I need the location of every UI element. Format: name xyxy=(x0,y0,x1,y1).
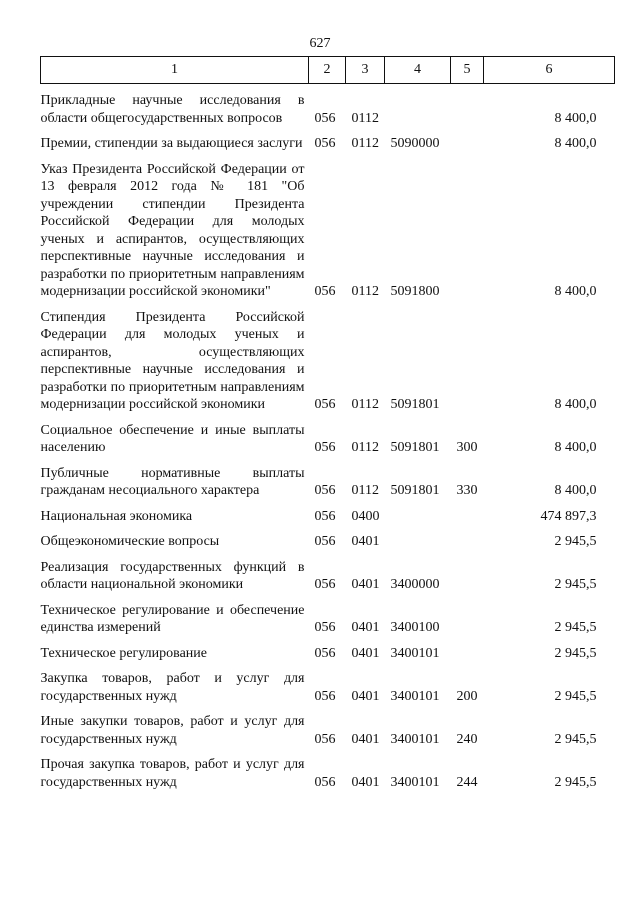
amount: 2 945,5 xyxy=(554,534,597,549)
row-name: Закупка товаров, работ и услуг для государственных нужд xyxy=(40,671,305,704)
amount: 8 400,0 xyxy=(554,483,597,498)
code-c4: 5090000 xyxy=(390,136,440,151)
code-c3: 0401 xyxy=(351,688,380,704)
code-c2: 056 xyxy=(314,534,336,549)
table-header-row xyxy=(41,57,615,84)
code-c3: 0112 xyxy=(351,397,379,412)
table-row xyxy=(41,301,615,414)
row-name: Техническое регулирование и обеспечение единства измерений xyxy=(40,602,305,635)
code-c2: 056 xyxy=(314,284,336,299)
table-row xyxy=(41,457,615,500)
code-c4: 5091801 xyxy=(390,483,440,498)
code-c4: 3400000 xyxy=(390,577,440,592)
code-c2: 056 xyxy=(314,508,336,524)
code-c4 xyxy=(385,500,451,526)
table-row xyxy=(41,594,615,637)
amount: 8 400,0 xyxy=(554,397,597,412)
code-c4: 5091800 xyxy=(390,284,440,299)
page-number: 627 xyxy=(309,36,331,51)
table-row xyxy=(41,705,615,748)
code-c3: 0401 xyxy=(351,645,380,661)
code-c2: 056 xyxy=(314,774,336,790)
code-c5 xyxy=(451,301,484,414)
row-name: Национальная экономика xyxy=(40,508,193,524)
table-row xyxy=(41,551,615,594)
code-c3: 0112 xyxy=(351,110,379,126)
row-name: Социальное обеспечение и иные выплаты населению xyxy=(40,422,305,455)
code-c4: 5091801 xyxy=(390,440,440,455)
code-c3: 0401 xyxy=(351,731,380,747)
amount: 2 945,5 xyxy=(554,645,597,661)
column-header: 1 xyxy=(41,57,309,84)
code-c2: 056 xyxy=(314,397,336,412)
table-row xyxy=(41,637,615,663)
amount: 474 897,3 xyxy=(540,508,597,524)
code-c5: 330 xyxy=(456,483,478,498)
row-name: Реализация государственных функций в области национальной экономики xyxy=(40,559,305,592)
code-c3: 0112 xyxy=(351,483,379,498)
column-header: 3 xyxy=(346,57,385,84)
column-header: 4 xyxy=(385,57,451,84)
code-c4: 3400100 xyxy=(390,620,440,635)
code-c2: 056 xyxy=(314,731,336,747)
table-row xyxy=(41,84,615,128)
amount: 2 945,5 xyxy=(554,577,597,592)
row-name: Прикладные научные исследования в области общегосударственных вопросов xyxy=(40,93,305,126)
code-c5: 300 xyxy=(456,440,478,455)
code-c4: 5091801 xyxy=(390,397,440,412)
code-c5 xyxy=(451,525,484,551)
row-name: Общеэкономические вопросы xyxy=(40,534,220,549)
column-header: 6 xyxy=(484,57,615,84)
table-row xyxy=(41,153,615,301)
code-c2: 056 xyxy=(314,136,336,151)
amount: 2 945,5 xyxy=(554,688,597,704)
amount: 8 400,0 xyxy=(554,284,597,299)
code-c5 xyxy=(451,551,484,594)
row-name: Премии, стипендии за выдающиеся заслуги xyxy=(40,136,303,151)
row-name: Иные закупки товаров, работ и услуг для государственных нужд xyxy=(40,714,305,747)
amount: 8 400,0 xyxy=(554,136,597,151)
amount: 8 400,0 xyxy=(554,110,597,126)
table-row xyxy=(41,525,615,551)
code-c4: 3400101 xyxy=(390,645,440,661)
code-c3: 0112 xyxy=(351,440,379,455)
table-row xyxy=(41,748,615,791)
code-c5: 240 xyxy=(456,731,478,747)
amount: 2 945,5 xyxy=(554,774,597,790)
amount: 2 945,5 xyxy=(554,620,597,635)
code-c5 xyxy=(451,594,484,637)
column-header: 2 xyxy=(309,57,346,84)
row-name: Указ Президента Российской Федерации от 13 февраля 2012 года № 181 "Об учреждении стипендии Президента Российской Федерации для молодых ученых и аспирантов, осуществляющих перспективные научные исследования и разработки по приоритетным направлениям модернизации российской экономики" xyxy=(40,161,305,299)
code-c3: 0112 xyxy=(351,284,379,299)
table-row xyxy=(41,500,615,526)
code-c3: 0401 xyxy=(351,774,380,790)
row-name: Стипендия Президента Российской Федерации для молодых ученых и аспирантов, осуществляющих перспективные научные исследования и разработки по приоритетным направлениям модернизации российской экономики xyxy=(40,309,305,412)
code-c5 xyxy=(451,500,484,526)
table-row xyxy=(41,662,615,705)
row-name: Прочая закупка товаров, работ и услуг для государственных нужд xyxy=(40,757,305,790)
code-c2: 056 xyxy=(314,483,336,498)
code-c4: 3400101 xyxy=(390,688,440,704)
row-name: Публичные нормативные выплаты гражданам несоциального характера xyxy=(40,465,305,498)
code-c2: 056 xyxy=(314,440,336,455)
code-c4 xyxy=(385,525,451,551)
code-c2: 056 xyxy=(314,110,336,126)
code-c2: 056 xyxy=(314,688,336,704)
row-name: Техническое регулирование xyxy=(40,645,207,661)
code-c4: 3400101 xyxy=(390,731,440,747)
amount: 8 400,0 xyxy=(554,440,597,455)
code-c5 xyxy=(451,127,484,153)
table-row xyxy=(41,127,615,153)
code-c4 xyxy=(385,84,451,128)
table-row xyxy=(41,414,615,457)
code-c3: 0400 xyxy=(351,508,380,524)
code-c5: 200 xyxy=(456,688,478,704)
code-c3: 0112 xyxy=(351,136,379,151)
code-c3: 0401 xyxy=(351,577,380,592)
code-c3: 0401 xyxy=(351,534,380,549)
code-c3: 0401 xyxy=(351,620,380,635)
code-c5 xyxy=(451,637,484,663)
code-c5 xyxy=(451,84,484,128)
budget-table xyxy=(40,56,615,791)
code-c5: 244 xyxy=(456,774,478,790)
code-c4: 3400101 xyxy=(390,774,440,790)
amount: 2 945,5 xyxy=(554,731,597,747)
code-c2: 056 xyxy=(314,620,336,635)
code-c2: 056 xyxy=(314,577,336,592)
column-header: 5 xyxy=(451,57,484,84)
code-c5 xyxy=(451,153,484,301)
code-c2: 056 xyxy=(314,645,336,661)
